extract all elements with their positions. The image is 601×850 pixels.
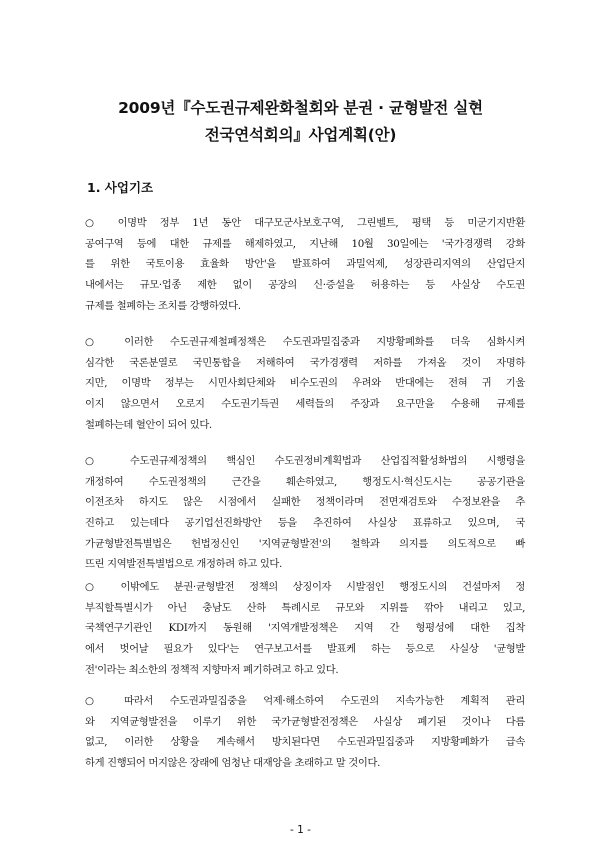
paragraph-line: 내에서는 규모·업종 제한 없이 공장의 신·증설을 허용하는 등 사실상 수도권 [85,279,525,292]
paragraph-line: 가균형발전특별법은 헌법정신인 '지역균형발전'의 철학과 의지를 의도적으로 빠 [85,537,525,550]
paragraph-line: 개정하여 수도권정책의 근간을 훼손하였고, 행정도시·혁신도시는 공공기관을 [85,475,525,488]
paragraph-line: 이지 않으면서 오로지 수도권기득권 세력들의 주장과 요구만을 수용해 규제를 [85,398,525,411]
paragraph-line: 에서 벗어날 필요가 있다'는 연구보고서를 발표케 하는 등으로 사실상 '균형발 [85,643,525,656]
paragraph-line: 국책연구기관인 KDI까지 동원해 '지역개발정책은 지역 간 형평성에 대한 집착 [85,622,525,635]
paragraph-line: 와 지역균형발전을 이루기 위한 국가균형발전정책은 사실상 폐기된 것이나 다름 [85,715,525,728]
paragraph-line: 지만, 이명박 정부는 시민사회단체와 비수도권의 우려와 반대에는 전혀 귀 기울 [85,377,525,390]
paragraph-line: 진하고 있는데다 공기업선진화방안 등을 추진하여 사실상 표류하고 있으며, 국 [85,517,525,530]
paragraph-line: 부직할특별시가 아닌 충남도 산하 특례시로 규모와 지위를 깎아 내리고 있고, [85,601,525,614]
document-title-line-2: 전국연석회의』사업계획(안) [204,126,397,144]
paragraph-line: 뜨린 지역발전특별법으로 개정하려 하고 있다. [85,558,282,571]
paragraph-line: 이전조차 하지도 않은 시점에서 실패한 정책이라며 전면재검토와 수정보완을 추 [85,496,525,509]
paragraph-line: 철폐하는데 혈안이 되어 있다. [85,418,212,431]
paragraph-line: 없고, 이러한 상황을 계속해서 방치된다면 수도권과밀집중과 지방황폐화가 급속 [85,736,525,749]
paragraph-2 [85,332,525,435]
paragraph-line: 심각한 국론분열로 국민통합을 저해하여 국가경쟁력 저하를 가져올 것이 자명하 [85,356,525,369]
document-title-line-1: 2009년『수도권규제완화철회와 분권 · 균형발전 실현 [118,99,483,117]
paragraph-line: ○ 따라서 수도권과밀집중을 억제·해소하여 수도권의 지속가능한 계획적 관리 [85,695,525,707]
paragraph-line: 하게 진행되어 머지않은 장래에 엄청난 대재앙을 초래하고 말 것이다. [85,757,381,770]
paragraph-line: 전'이라는 최소한의 정책적 지향마저 폐기하려고 하고 있다. [85,663,339,676]
paragraph-line: ○ 이명박 정부 1년 동안 대구모군사보호구역, 그린벨트, 평택 등 미군기지반환 [85,217,525,229]
paragraph-line: 공여구역 등에 대한 규제를 해제하였고, 지난해 10월 30일에는 '국가경쟁력 강화 [85,237,525,250]
paragraph-line: 규제를 철폐하는 조치를 강행하였다. [85,299,241,312]
paragraph-line: ○ 수도권규제정책의 핵심인 수도권정비계획법과 산업집적활성화법의 시행령을 [85,455,525,467]
paragraph-4 [85,577,525,680]
section-heading: 1. 사업기조 [87,180,154,195]
paragraph-3 [85,451,525,575]
paragraph-line: 를 위한 국토이용 효율화 방안'을 발표하여 과밀억제, 성장관리지역의 산업단지 [85,258,525,271]
paragraph-1 [85,213,525,316]
paragraph-line: ○ 이러한 수도권규제철폐정책은 수도권과밀집중과 지방황폐화를 더욱 심화시켜 [85,336,525,348]
page-number: - 1 - [290,824,311,836]
paragraph-5 [85,691,525,774]
paragraph-line: ○ 이밖에도 분권·균형발전 정책의 상징이자 시발점인 행정도시의 건설마저 정 [85,581,525,593]
